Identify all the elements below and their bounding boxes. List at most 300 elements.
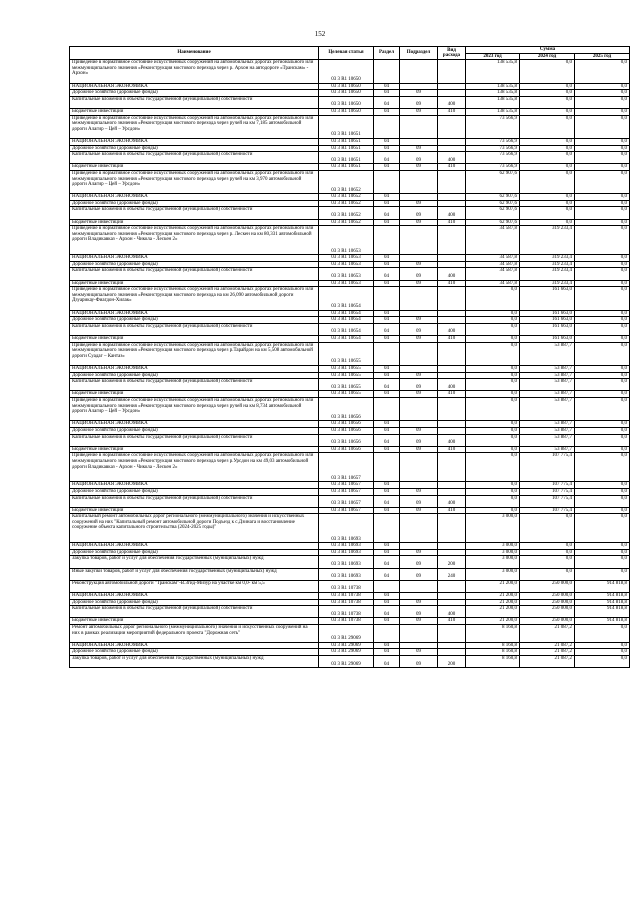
row-subsection [400, 287, 438, 310]
row-subsection [400, 310, 438, 317]
row-subsection: 09 [400, 152, 438, 164]
row-name: Иные закупки товаров, работ и услуг для обеспечения государственных (муниципальных) нужд [70, 568, 319, 580]
row-section: 04 [374, 488, 400, 495]
table-row [70, 599, 630, 606]
row-section: 04 [374, 618, 400, 625]
row-expense-type [438, 310, 466, 317]
row-sum-2024: 0,0 [520, 60, 575, 83]
row-sum-2024: 21 087,2 [520, 649, 575, 656]
row-sum-2025: 0,0 [575, 170, 630, 193]
row-expense-type: 200 [438, 556, 466, 568]
row-subsection: 09 [400, 261, 438, 268]
row-section [374, 170, 400, 193]
row-section: 04 [374, 255, 400, 262]
row-target: 03 3 R1 10655 [319, 372, 374, 379]
row-sum-2025: 914 818,8 [575, 580, 630, 592]
row-subsection [400, 482, 438, 489]
row-sum-2025: 914 818,8 [575, 606, 630, 618]
row-sum-2025: 0,0 [575, 421, 630, 428]
row-subsection: 09 [400, 427, 438, 434]
row-name: Приведение в нормативное состояние искусственных сооружений на автомобильных дорогах регионального или межмуниципального значения «Реконструкция мостового перехода через р.Тарайдон на км 5,508 автомобильной дороги Суадаг – Кантаз» [70, 342, 319, 365]
row-sum-2025: 0,0 [575, 164, 630, 171]
row-sum-2023: 34 587,8 [466, 255, 520, 262]
row-section: 04 [374, 543, 400, 550]
row-section: 04 [374, 164, 400, 171]
row-target: 03 3 R1 29069 [319, 642, 374, 649]
row-sum-2025: 0,0 [575, 138, 630, 145]
table-row [70, 568, 630, 580]
row-subsection: 09 [400, 108, 438, 115]
row-section: 04 [374, 108, 400, 115]
row-subsection [400, 194, 438, 201]
row-name: Капитальные вложения в объекты государственной (муниципальной) собственности [70, 606, 319, 618]
row-sum-2023: 73 566,9 [466, 152, 520, 164]
row-sum-2024: 319 233,4 [520, 261, 575, 268]
row-sum-2024: 250 000,0 [520, 593, 575, 600]
row-subsection: 09 [400, 649, 438, 656]
row-subsection: 09 [400, 145, 438, 152]
row-target: 03 3 R1 10652 [319, 200, 374, 207]
row-target: 03 3 R1 10651 [319, 115, 374, 138]
row-sum-2024: 0,0 [520, 164, 575, 171]
row-name: НАЦИОНАЛЬНАЯ ЭКОНОМИКА [70, 642, 319, 649]
row-sum-2025: 0,0 [575, 625, 630, 643]
row-sum-2024: 0,0 [520, 115, 575, 138]
table-row [70, 83, 630, 90]
table-row [70, 145, 630, 152]
row-sum-2023: 0,0 [466, 482, 520, 489]
table-row [70, 655, 630, 667]
row-sum-2024: 250 000,0 [520, 599, 575, 606]
table-row [70, 642, 630, 649]
row-sum-2025: 0,0 [575, 152, 630, 164]
row-subsection: 09 [400, 379, 438, 391]
table-row [70, 495, 630, 507]
row-sum-2025: 0,0 [575, 219, 630, 226]
row-expense-type: 400 [438, 152, 466, 164]
row-sum-2025: 0,0 [575, 90, 630, 97]
row-subsection [400, 255, 438, 262]
row-expense-type [438, 549, 466, 556]
row-section: 04 [374, 434, 400, 446]
row-target: 03 3 R1 10654 [319, 323, 374, 335]
row-sum-2023: 138 535,8 [466, 96, 520, 108]
table-row [70, 549, 630, 556]
row-target: 03 3 R1 10653 [319, 280, 374, 287]
row-name: Дорожное хозяйство (дорожные фонды) [70, 145, 319, 152]
row-target: 03 3 R1 10654 [319, 287, 374, 310]
row-section: 04 [374, 427, 400, 434]
row-target: 03 3 R1 10693 [319, 549, 374, 556]
row-subsection: 09 [400, 323, 438, 335]
row-sum-2023: 0,0 [466, 391, 520, 398]
row-sum-2023: 0,0 [466, 365, 520, 372]
row-subsection [400, 593, 438, 600]
row-name: Приведение в нормативное состояние искусственных сооружений на автомобильных дорогах регионального или межмуниципального значения «Реконструкция мостового перехода через ручей на км 7,185 автомобильной дороги Алагир – Цей – Урсдон» [70, 115, 319, 138]
row-target: 03 3 R1 10693 [319, 543, 374, 550]
row-sum-2023: 34 587,8 [466, 261, 520, 268]
row-sum-2025: 0,0 [575, 391, 630, 398]
row-target: 03 3 R1 10657 [319, 507, 374, 514]
row-subsection: 09 [400, 164, 438, 171]
row-name: Приведение в нормативное состояние искусственных сооружений на автомобильных дорогах регионального или межмуниципального значения «Реконструкция мостового перехода через р. Лескен на км 80,331 автомобильной дороги Владикавказ - Архон - Чикола - Лескен 2» [70, 226, 319, 255]
row-expense-type: 410 [438, 219, 466, 226]
row-subsection: 09 [400, 495, 438, 507]
table-row [70, 342, 630, 365]
row-section: 04 [374, 642, 400, 649]
row-sum-2024: 53 887,7 [520, 397, 575, 420]
row-target: 03 3 R1 10738 [319, 593, 374, 600]
row-sum-2025: 0,0 [575, 434, 630, 446]
row-section: 04 [374, 421, 400, 428]
row-name: Дорожное хозяйство (дорожные фонды) [70, 90, 319, 97]
row-sum-2025: 0,0 [575, 342, 630, 365]
row-target: 03 3 R1 10655 [319, 379, 374, 391]
row-name: Капитальные вложения в объекты государственной (муниципальной) собственности [70, 434, 319, 446]
row-section: 04 [374, 90, 400, 97]
row-sum-2024: 107 775,4 [520, 482, 575, 489]
row-name: Капитальные вложения в объекты государственной (муниципальной) собственности [70, 152, 319, 164]
row-expense-type [438, 145, 466, 152]
row-sum-2023: 73 566,9 [466, 164, 520, 171]
row-target: 03 3 R1 10652 [319, 170, 374, 193]
row-expense-type: 410 [438, 391, 466, 398]
row-sum-2025: 0,0 [575, 255, 630, 262]
row-expense-type [438, 543, 466, 550]
row-subsection [400, 514, 438, 543]
row-sum-2025: 0,0 [575, 194, 630, 201]
row-target: 03 3 R1 10656 [319, 421, 374, 428]
row-sum-2023: 8 160,8 [466, 625, 520, 643]
row-sum-2025: 0,0 [575, 549, 630, 556]
row-sum-2025: 0,0 [575, 323, 630, 335]
row-sum-2023: 138 535,8 [466, 90, 520, 97]
row-expense-type [438, 649, 466, 656]
row-subsection: 09 [400, 268, 438, 280]
table-row [70, 556, 630, 568]
row-sum-2025: 0,0 [575, 310, 630, 317]
row-target: 03 3 R1 10653 [319, 268, 374, 280]
row-expense-type [438, 226, 466, 255]
row-sum-2025: 0,0 [575, 514, 630, 543]
row-section: 04 [374, 568, 400, 580]
table-row [70, 226, 630, 255]
row-sum-2025: 0,0 [575, 336, 630, 343]
row-expense-type: 410 [438, 336, 466, 343]
header-name: Наименование [70, 47, 319, 60]
table-row [70, 391, 630, 398]
table-row [70, 152, 630, 164]
row-expense-type [438, 365, 466, 372]
row-section: 04 [374, 649, 400, 656]
table-row [70, 207, 630, 219]
row-sum-2023: 138 535,8 [466, 108, 520, 115]
row-name: Дорожное хозяйство (дорожные фонды) [70, 261, 319, 268]
row-sum-2025: 0,0 [575, 507, 630, 514]
row-section [374, 514, 400, 543]
row-sum-2024: 53 887,7 [520, 421, 575, 428]
row-expense-type: 400 [438, 268, 466, 280]
row-name: Закупка товаров, работ и услуг для обеспечения государственных (муниципальных) нужд [70, 655, 319, 667]
row-sum-2023: 21 200,0 [466, 593, 520, 600]
row-sum-2024: 0,0 [520, 108, 575, 115]
row-subsection: 09 [400, 568, 438, 580]
row-expense-type [438, 200, 466, 207]
row-sum-2023: 0,0 [466, 336, 520, 343]
row-sum-2025: 0,0 [575, 427, 630, 434]
row-sum-2024: 21 087,2 [520, 642, 575, 649]
row-sum-2023: 62 907,6 [466, 194, 520, 201]
row-sum-2023: 0,0 [466, 446, 520, 453]
row-target: 03 3 R1 10650 [319, 60, 374, 83]
row-sum-2023: 34 587,8 [466, 268, 520, 280]
row-target: 03 3 R1 10651 [319, 145, 374, 152]
row-sum-2024: 250 000,0 [520, 618, 575, 625]
row-expense-type: 400 [438, 96, 466, 108]
header-year-2025: 2025 год [575, 53, 630, 60]
row-name: Приведение в нормативное состояние искусственных сооружений на автомобильных дорогах регионального или межмуниципального значения «Реконструкция мостового перехода на км 26,090 автомобильной дороги Дзуарикау-Фиагдон-Хилак» [70, 287, 319, 310]
row-section: 04 [374, 138, 400, 145]
row-subsection: 09 [400, 317, 438, 324]
table-row [70, 280, 630, 287]
row-sum-2023: 0,0 [466, 495, 520, 507]
row-name: Бюджетные инвестиции [70, 108, 319, 115]
row-target: 03 3 R1 10656 [319, 427, 374, 434]
row-sum-2025: 0,0 [575, 568, 630, 580]
row-section [374, 226, 400, 255]
row-subsection: 09 [400, 336, 438, 343]
row-section [374, 60, 400, 83]
row-name: Капитальные вложения в объекты государственной (муниципальной) собственности [70, 268, 319, 280]
row-sum-2025: 0,0 [575, 226, 630, 255]
table-row [70, 507, 630, 514]
row-section: 04 [374, 336, 400, 343]
table-row [70, 96, 630, 108]
row-section [374, 397, 400, 420]
row-subsection: 09 [400, 200, 438, 207]
row-expense-type: 400 [438, 207, 466, 219]
row-section: 04 [374, 280, 400, 287]
table-row [70, 310, 630, 317]
row-sum-2024: 0,0 [520, 568, 575, 580]
row-section: 04 [374, 606, 400, 618]
row-name: Дорожное хозяйство (дорожные фонды) [70, 372, 319, 379]
row-expense-type [438, 317, 466, 324]
table-row [70, 268, 630, 280]
row-section: 04 [374, 482, 400, 489]
row-subsection: 09 [400, 96, 438, 108]
table-row [70, 365, 630, 372]
row-target: 03 3 R1 10654 [319, 317, 374, 324]
row-subsection [400, 342, 438, 365]
row-section: 04 [374, 655, 400, 667]
row-expense-type: 240 [438, 568, 466, 580]
row-sum-2025: 0,0 [575, 495, 630, 507]
row-subsection [400, 642, 438, 649]
table-row [70, 336, 630, 343]
row-name: Бюджетные инвестиции [70, 280, 319, 287]
row-name: Приведение в нормативное состояние искусственных сооружений на автомобильных дорогах регионального или межмуниципального значения «Реконструкция мостового перехода через р. Архон на автодороге «Транскам» - Архон» [70, 60, 319, 83]
table-row [70, 453, 630, 482]
row-expense-type: 410 [438, 446, 466, 453]
row-expense-type [438, 83, 466, 90]
row-expense-type [438, 138, 466, 145]
row-sum-2023: 0,0 [466, 421, 520, 428]
row-subsection: 09 [400, 606, 438, 618]
row-target: 03 3 R1 10653 [319, 226, 374, 255]
table-row [70, 90, 630, 97]
row-subsection: 09 [400, 219, 438, 226]
row-sum-2025: 0,0 [575, 453, 630, 482]
row-sum-2023: 34 587,8 [466, 280, 520, 287]
row-sum-2025: 0,0 [575, 642, 630, 649]
row-name: НАЦИОНАЛЬНАЯ ЭКОНОМИКА [70, 194, 319, 201]
row-sum-2024: 0,0 [520, 194, 575, 201]
row-sum-2024: 53 887,7 [520, 365, 575, 372]
table-row [70, 194, 630, 201]
row-target: 03 3 R1 10651 [319, 164, 374, 171]
row-target: 03 3 R1 10738 [319, 618, 374, 625]
row-expense-type [438, 488, 466, 495]
row-section: 04 [374, 261, 400, 268]
row-target: 03 3 R1 10656 [319, 397, 374, 420]
table-row [70, 164, 630, 171]
row-section: 04 [374, 310, 400, 317]
table-row [70, 427, 630, 434]
row-sum-2023: 138 535,8 [466, 83, 520, 90]
header-year-2023: 2023 год [466, 53, 520, 60]
row-target: 03 3 R1 10655 [319, 391, 374, 398]
row-section [374, 287, 400, 310]
row-sum-2024: 319 233,4 [520, 268, 575, 280]
row-subsection: 09 [400, 90, 438, 97]
row-section [374, 580, 400, 592]
row-sum-2025: 914 818,8 [575, 593, 630, 600]
row-name: НАЦИОНАЛЬНАЯ ЭКОНОМИКА [70, 421, 319, 428]
row-target: 03 3 R1 10652 [319, 219, 374, 226]
row-target: 03 3 R1 10651 [319, 152, 374, 164]
table-row [70, 138, 630, 145]
table-row [70, 115, 630, 138]
row-sum-2023: 21 200,0 [466, 580, 520, 592]
row-sum-2023: 3 000,0 [466, 568, 520, 580]
row-section [374, 115, 400, 138]
row-target: 03 3 R1 10738 [319, 599, 374, 606]
row-sum-2023: 0,0 [466, 427, 520, 434]
row-sum-2024: 0,0 [520, 543, 575, 550]
row-sum-2025: 0,0 [575, 145, 630, 152]
row-name: Бюджетные инвестиции [70, 446, 319, 453]
row-sum-2024: 0,0 [520, 90, 575, 97]
row-name: НАЦИОНАЛЬНАЯ ЭКОНОМИКА [70, 138, 319, 145]
row-sum-2023: 3 000,0 [466, 549, 520, 556]
row-sum-2023: 0,0 [466, 434, 520, 446]
table-row [70, 261, 630, 268]
table-row [70, 606, 630, 618]
row-expense-type [438, 642, 466, 649]
row-section: 04 [374, 446, 400, 453]
row-subsection [400, 421, 438, 428]
row-sum-2024: 319 233,4 [520, 280, 575, 287]
table-row [70, 421, 630, 428]
table-row [70, 108, 630, 115]
row-sum-2025: 0,0 [575, 482, 630, 489]
row-sum-2025: 0,0 [575, 83, 630, 90]
row-subsection: 09 [400, 434, 438, 446]
row-subsection: 09 [400, 655, 438, 667]
row-subsection: 09 [400, 618, 438, 625]
row-section: 04 [374, 556, 400, 568]
table-row [70, 287, 630, 310]
row-sum-2025: 0,0 [575, 115, 630, 138]
row-expense-type [438, 115, 466, 138]
table-body [70, 60, 630, 668]
row-name: Закупка товаров, работ и услуг для обеспечения государственных (муниципальных) нужд [70, 556, 319, 568]
row-sum-2023: 0,0 [466, 342, 520, 365]
row-sum-2023: 73 566,9 [466, 145, 520, 152]
row-subsection [400, 625, 438, 643]
row-target: 03 3 R1 10652 [319, 207, 374, 219]
row-subsection: 09 [400, 549, 438, 556]
row-sum-2025: 0,0 [575, 96, 630, 108]
row-sum-2024: 319 233,4 [520, 255, 575, 262]
row-target: 03 3 R1 10653 [319, 255, 374, 262]
row-target: 03 3 R1 10650 [319, 96, 374, 108]
row-sum-2024: 319 233,4 [520, 226, 575, 255]
row-sum-2025: 0,0 [575, 372, 630, 379]
row-subsection [400, 60, 438, 83]
table-row [70, 323, 630, 335]
row-target: 03 3 R1 10657 [319, 453, 374, 482]
row-expense-type [438, 194, 466, 201]
row-sum-2025: 914 818,8 [575, 618, 630, 625]
header-subsection: Подраздел [400, 47, 438, 60]
row-name: Приведение в нормативное состояние искусственных сооружений на автомобильных дорогах регионального или межмуниципального значения «Реконструкция мостового перехода через ручей на км 3,970 автомобильной дороги Алагир – Цей – Урсдон» [70, 170, 319, 193]
row-sum-2025: 0,0 [575, 268, 630, 280]
row-sum-2024: 250 000,0 [520, 606, 575, 618]
row-sum-2023: 0,0 [466, 323, 520, 335]
row-sum-2025: 0,0 [575, 287, 630, 310]
row-target: 03 3 R1 10653 [319, 261, 374, 268]
row-sum-2025: 0,0 [575, 261, 630, 268]
row-subsection: 09 [400, 599, 438, 606]
row-section: 04 [374, 200, 400, 207]
budget-table [69, 46, 630, 668]
row-name: Дорожное хозяйство (дорожные фонды) [70, 488, 319, 495]
row-sum-2024: 21 087,2 [520, 655, 575, 667]
table-row [70, 488, 630, 495]
row-target: 03 3 R1 10654 [319, 336, 374, 343]
row-expense-type: 400 [438, 323, 466, 335]
row-expense-type: 410 [438, 507, 466, 514]
row-sum-2023: 73 566,9 [466, 115, 520, 138]
row-expense-type: 400 [438, 379, 466, 391]
row-sum-2024: 53 887,7 [520, 446, 575, 453]
row-target: 03 3 R1 10650 [319, 83, 374, 90]
row-sum-2023: 62 907,6 [466, 200, 520, 207]
row-expense-type [438, 580, 466, 592]
header-sum: Сумма [466, 47, 630, 54]
row-subsection [400, 580, 438, 592]
row-name: Бюджетные инвестиции [70, 219, 319, 226]
row-name: НАЦИОНАЛЬНАЯ ЭКОНОМИКА [70, 310, 319, 317]
row-sum-2023: 3 000,0 [466, 514, 520, 543]
row-sum-2023: 0,0 [466, 507, 520, 514]
row-sum-2024: 107 775,4 [520, 507, 575, 514]
row-sum-2023: 0,0 [466, 453, 520, 482]
row-sum-2024: 53 887,7 [520, 391, 575, 398]
row-sum-2024: 161 663,0 [520, 336, 575, 343]
